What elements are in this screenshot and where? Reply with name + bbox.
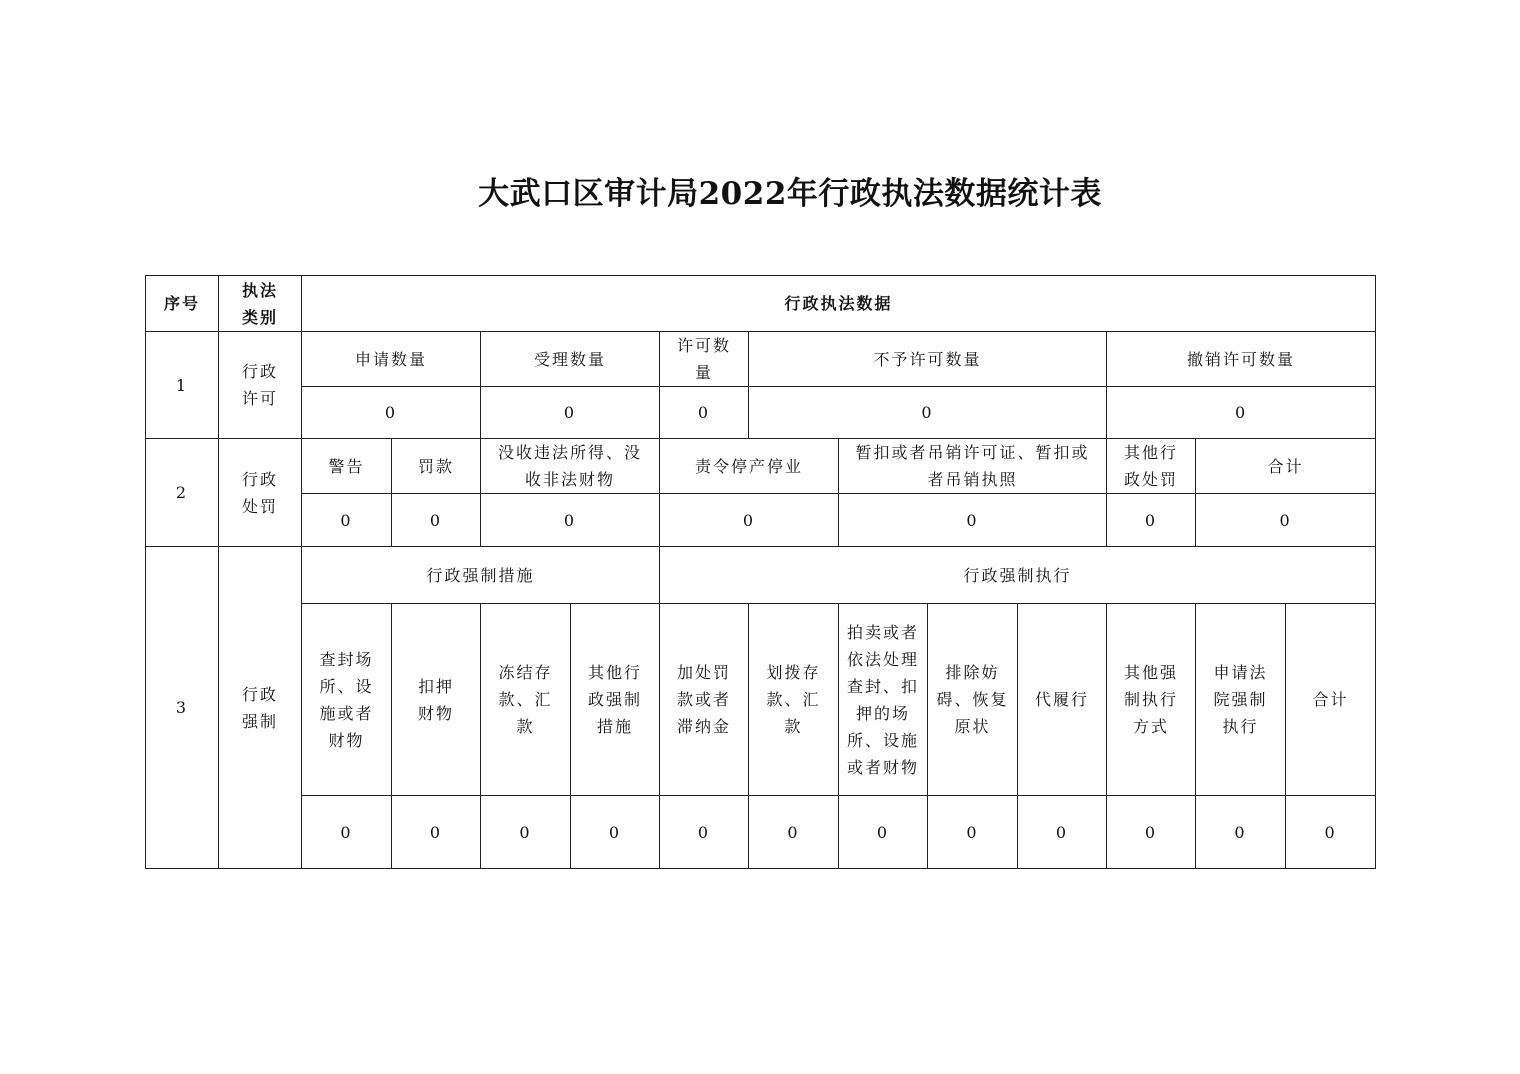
row1-seq: 1 [146,332,219,439]
row2-seq: 2 [146,439,219,547]
row3-group: 行政强制执行 [660,547,1376,604]
row3-value: 0 [1018,796,1107,869]
row3-label: 其他行政强制措施 [571,604,660,796]
row2-labels [146,439,1376,494]
row3-group: 行政强制措施 [302,547,660,604]
row3-labels [146,604,1376,796]
row2-value: 0 [839,494,1107,547]
row1-value: 0 [481,387,660,439]
row3-label: 拍卖或者依法处理查封、扣押的场所、设施或者财物 [839,604,928,796]
row1-label: 不予许可数量 [749,332,1107,387]
row3-label: 查封场所、设施或者财物 [302,604,392,796]
row3-value: 0 [392,796,481,869]
row2-label: 警告 [302,439,392,494]
row3-value: 0 [660,796,749,869]
header-row [146,276,1376,332]
row1-label: 受理数量 [481,332,660,387]
row3-label: 冻结存款、汇款 [481,604,571,796]
row3-value: 0 [481,796,571,869]
row2-value: 0 [1107,494,1196,547]
row2-value: 0 [392,494,481,547]
row3-groups [146,547,1376,604]
row3-value: 0 [1196,796,1286,869]
row2-label: 责令停产停业 [660,439,839,494]
row2-label: 合计 [1196,439,1376,494]
row1-values [146,387,1376,439]
row3-value: 0 [839,796,928,869]
row1-labels [146,332,1376,387]
row1-label: 许可数量 [660,332,749,387]
row1-label: 撤销许可数量 [1107,332,1376,387]
statistics-table [145,275,1376,869]
row2-label: 没收违法所得、没收非法财物 [481,439,660,494]
row2-label: 其他行政处罚 [1107,439,1196,494]
row3-value: 0 [1107,796,1196,869]
row2-value: 0 [1196,494,1376,547]
row3-seq: 3 [146,547,219,869]
row1-label: 申请数量 [302,332,481,387]
header-seq: 序号 [146,276,219,332]
row2-label: 暂扣或者吊销许可证、暂扣或者吊销执照 [839,439,1107,494]
row3-label: 合计 [1286,604,1376,796]
row3-value: 0 [1286,796,1376,869]
row3-label: 加处罚款或者滞纳金 [660,604,749,796]
row3-label: 其他强制执行方式 [1107,604,1196,796]
row1-value: 0 [749,387,1107,439]
row3-value: 0 [928,796,1018,869]
row3-category: 行政强制 [219,547,302,869]
row3-value: 0 [302,796,392,869]
row3-label: 排除妨碍、恢复原状 [928,604,1018,796]
row2-values [146,494,1376,547]
row3-value: 0 [749,796,839,869]
row3-label: 扣押财物 [392,604,481,796]
row2-value: 0 [660,494,839,547]
row3-value: 0 [571,796,660,869]
row2-value: 0 [481,494,660,547]
page-title: 大武口区审计局2022年行政执法数据统计表 [478,176,1102,212]
row2-label: 罚款 [392,439,481,494]
header-data: 行政执法数据 [302,276,1376,332]
row1-value: 0 [302,387,481,439]
row3-label: 划拨存款、汇款 [749,604,839,796]
row2-value: 0 [302,494,392,547]
row2-category: 行政处罚 [219,439,302,547]
row3-values [146,796,1376,869]
row1-category: 行政许可 [219,332,302,439]
row1-value: 0 [660,387,749,439]
header-category: 执法类别 [219,276,302,332]
row1-value: 0 [1107,387,1376,439]
row3-label: 代履行 [1018,604,1107,796]
row3-label: 申请法院强制执行 [1196,604,1286,796]
